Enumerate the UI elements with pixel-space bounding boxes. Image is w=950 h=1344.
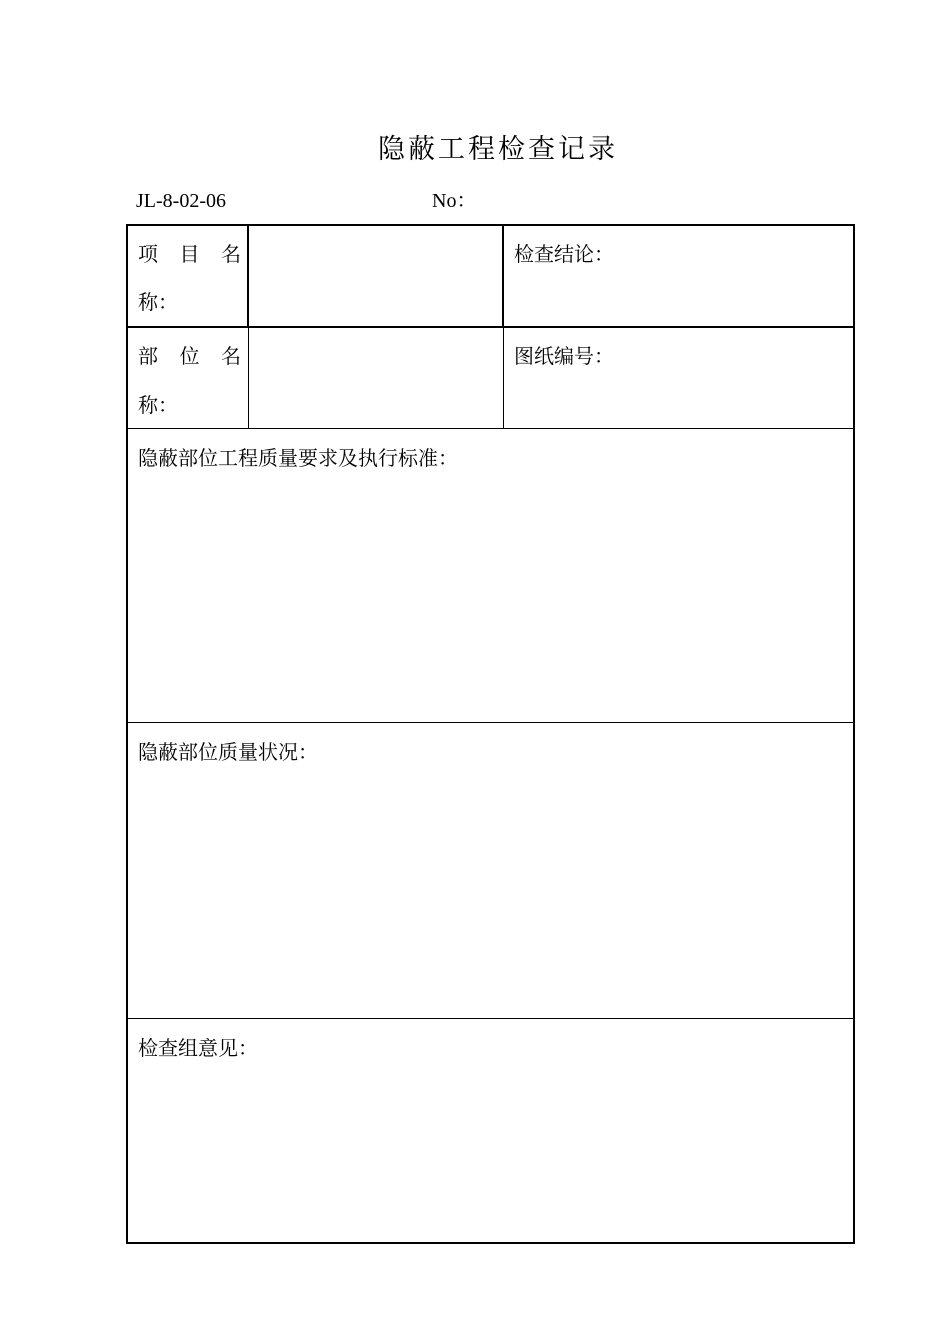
quality-requirements-label: 隐蔽部位工程质量要求及执行标准：: [138, 446, 458, 470]
inspection-team-opinion-label: 检查组意见：: [138, 1036, 258, 1060]
row-divider: [128, 1018, 853, 1019]
part-name-field[interactable]: [250, 328, 502, 426]
part-name-label-tail: 称：: [138, 393, 178, 417]
part-name-label: [138, 342, 241, 370]
label-char: 名: [221, 242, 241, 266]
row-divider: [128, 722, 853, 723]
label-char: 目: [179, 242, 200, 266]
column-divider: [248, 327, 249, 428]
label-char: 项: [138, 242, 158, 266]
project-name-field[interactable]: [249, 226, 501, 324]
label-char: 名: [221, 344, 241, 368]
project-name-label-tail: 称：: [138, 290, 178, 314]
page-title: 隐蔽工程检查记录: [378, 134, 618, 165]
label-char: 部: [138, 344, 158, 368]
inspection-conclusion-label: 检查结论：: [514, 242, 614, 266]
label-char: 位: [179, 344, 200, 368]
inspection-form-table: [126, 224, 855, 1244]
column-divider: [503, 327, 504, 428]
form-code: JL-8-02-06: [136, 190, 226, 212]
quality-status-label: 隐蔽部位质量状况：: [138, 740, 318, 764]
row-divider: [128, 428, 853, 429]
drawing-number-label: 图纸编号：: [514, 344, 614, 368]
project-name-label: [138, 240, 241, 268]
column-divider: [502, 226, 504, 327]
form-number-label: No：: [432, 190, 477, 212]
